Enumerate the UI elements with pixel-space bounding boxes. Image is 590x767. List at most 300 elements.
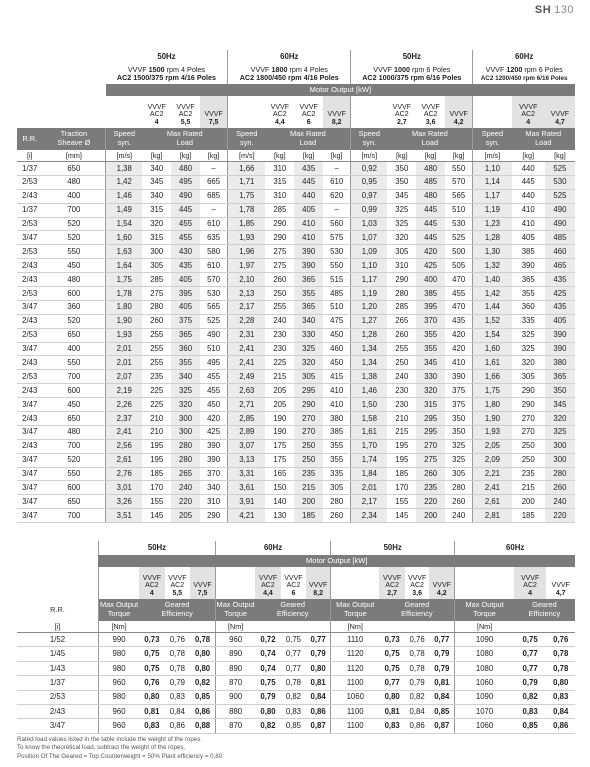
table-cell: 0,85 <box>514 719 547 733</box>
table-cell: 255 <box>387 342 416 356</box>
table-cell: 0,83 <box>165 690 190 704</box>
table-cell: 280 <box>445 481 473 495</box>
table-cell: 2,26 <box>106 398 143 412</box>
speed-header: Speed syn. <box>351 128 388 150</box>
table-row <box>17 356 575 370</box>
table-cell: 580 <box>200 245 228 259</box>
table-cell: 0,75 <box>139 661 164 675</box>
speed-label: VVVF 1500 rpm 4 Poles AC2 1500/375 rpm 4/16 Poles <box>116 64 217 82</box>
table-cell: 1,34 <box>351 356 388 370</box>
table-cell: 445 <box>171 203 200 217</box>
table-cell: 1,66 <box>473 370 512 384</box>
table-cell: 0,78 <box>546 661 575 675</box>
table-cell: 2,56 <box>106 439 143 453</box>
table-cell: 1,27 <box>351 314 388 328</box>
table-row <box>17 162 575 176</box>
brand-logo: SH 130 <box>534 4 574 16</box>
table-cell: 435 <box>445 314 473 328</box>
table-cell: 1,30 <box>473 245 512 259</box>
table-cell: 290 <box>387 273 416 287</box>
table-cell: – <box>200 203 228 217</box>
table-cell: 2,76 <box>106 467 143 481</box>
speed-label: VVVF 1000 rpm 6 Poles AC2 1000/375 rpm 6/16 Poles <box>351 64 473 84</box>
table-cell: 3,51 <box>106 509 143 523</box>
table-cell: 1/37 <box>17 203 43 217</box>
table-cell: 0,82 <box>514 690 547 704</box>
table-cell: 390 <box>200 439 228 453</box>
table-cell: 385 <box>512 245 545 259</box>
table-cell: 425 <box>416 259 445 273</box>
table-cell: 270 <box>294 425 323 439</box>
table-cell: 325 <box>445 453 473 467</box>
table-row <box>17 300 575 314</box>
table-cell: 560 <box>323 217 351 231</box>
table-cell: 665 <box>200 175 228 189</box>
table-cell: 350 <box>387 175 416 189</box>
table-cell: 3/47 <box>17 453 43 467</box>
table-cell: 445 <box>416 217 445 231</box>
table-cell: 700 <box>43 509 106 523</box>
table-cell: 1110 <box>331 633 380 647</box>
table-cell: 450 <box>323 328 351 342</box>
table-cell: 200 <box>512 495 545 509</box>
table-cell: 355 <box>416 342 445 356</box>
table-row <box>17 273 575 287</box>
table-cell: 195 <box>387 439 416 453</box>
frequency-label: 50Hz <box>351 50 473 64</box>
table-cell: 260 <box>265 273 294 287</box>
rated-load-table <box>17 50 575 523</box>
motor-power-cell: VVVF 4,7 <box>551 582 570 597</box>
table-cell: 1,58 <box>351 412 388 426</box>
table-cell: 0,85 <box>281 719 306 733</box>
table-cell: 530 <box>445 217 473 231</box>
table-cell: 480 <box>43 425 106 439</box>
table-cell: 1,03 <box>351 217 388 231</box>
table-cell: 0,85 <box>190 690 215 704</box>
table-cell: 1,52 <box>473 314 512 328</box>
table-cell: 565 <box>200 300 228 314</box>
table-cell: 0,84 <box>429 690 454 704</box>
table-cell: 390 <box>445 370 473 384</box>
table-cell: 320 <box>416 384 445 398</box>
unit-kg: [kg] <box>171 150 200 162</box>
table-cell: 0,77 <box>281 661 306 675</box>
table-cell: 345 <box>142 175 171 189</box>
table-cell: 1/37 <box>17 162 43 176</box>
table-cell: 490 <box>545 203 575 217</box>
table-cell: 1,42 <box>473 287 512 301</box>
table-cell: 2/43 <box>17 356 43 370</box>
table-cell: 485 <box>416 175 445 189</box>
table-cell: 340 <box>171 370 200 384</box>
table-cell: 0,77 <box>429 633 454 647</box>
table-cell: 0,77 <box>514 647 547 661</box>
table-cell: 1,71 <box>228 175 266 189</box>
unit-rr: [i] <box>17 150 43 162</box>
table-cell: 450 <box>43 398 106 412</box>
table-cell: 1,23 <box>473 217 512 231</box>
motor-power-cell: VVVF AC2 6 <box>284 574 303 597</box>
table-cell: 205 <box>171 509 200 523</box>
table-row <box>17 342 575 356</box>
table-row <box>17 189 575 203</box>
table-cell: 435 <box>294 162 323 176</box>
table-cell: 3/47 <box>17 300 43 314</box>
table-cell: 420 <box>445 328 473 342</box>
table-cell: 0,78 <box>281 676 306 690</box>
table-cell: 0,76 <box>405 633 429 647</box>
table-cell: 1,90 <box>106 314 143 328</box>
table-cell: 2,01 <box>351 481 388 495</box>
table-cell: 295 <box>416 412 445 426</box>
table-cell: 305 <box>512 370 545 384</box>
table-cell: 0,83 <box>546 690 575 704</box>
table-cell: 1,32 <box>473 259 512 273</box>
table-cell: 250 <box>294 453 323 467</box>
unit-kg: [kg] <box>445 150 473 162</box>
table-cell: 1060 <box>331 690 380 704</box>
unit-speed: [m/s] <box>228 150 266 162</box>
motor-power-cell: VVVF AC2 4 <box>512 96 545 128</box>
motor-power-cell: VVVF 4,2 <box>445 96 473 128</box>
table-cell: 390 <box>200 453 228 467</box>
table-cell: 435 <box>545 300 575 314</box>
table-cell: 2,63 <box>228 384 266 398</box>
table-cell: 2/43 <box>17 189 43 203</box>
table-cell: 235 <box>416 481 445 495</box>
table-cell: 290 <box>512 384 545 398</box>
table-cell: 0,75 <box>379 647 404 661</box>
table-cell: 0,76 <box>139 676 164 690</box>
motor-power-cell: VVVF AC2 2,7 <box>392 103 411 126</box>
table-cell: 205 <box>265 398 294 412</box>
table-cell: 360 <box>512 300 545 314</box>
table-cell: 410 <box>512 203 545 217</box>
table-cell: – <box>323 162 351 176</box>
table-cell: 1,07 <box>351 231 388 245</box>
table-cell: 0,73 <box>379 633 404 647</box>
table-cell: 1,84 <box>351 467 388 481</box>
table-cell: 0,75 <box>281 633 306 647</box>
table-cell: 2/53 <box>17 217 43 231</box>
table-row <box>17 495 575 509</box>
table-cell: 3,91 <box>228 495 266 509</box>
table-cell: 395 <box>171 287 200 301</box>
table-cell: 700 <box>43 439 106 453</box>
torque-header: Max Output Torque <box>331 599 380 621</box>
table-cell: 570 <box>445 175 473 189</box>
table-cell: 500 <box>445 245 473 259</box>
table-cell: 870 <box>216 676 256 690</box>
table-cell: 2,49 <box>228 370 266 384</box>
table-cell: 620 <box>323 189 351 203</box>
table-cell: 550 <box>445 162 473 176</box>
table-cell: 410 <box>512 217 545 231</box>
table-cell: 480 <box>416 189 445 203</box>
table-cell: 0,77 <box>379 676 404 690</box>
table-cell: 890 <box>216 661 256 675</box>
table-cell: 155 <box>387 495 416 509</box>
table-cell: 0,79 <box>405 676 429 690</box>
table-cell: 250 <box>294 439 323 453</box>
table-cell: 1,78 <box>106 287 143 301</box>
table-cell: 1,61 <box>473 356 512 370</box>
unit-rr-2: [i] <box>17 621 98 633</box>
unit-row <box>17 150 575 162</box>
table-cell: 445 <box>416 231 445 245</box>
table-cell: 1070 <box>455 704 514 718</box>
footnote: To know the theoretical load, subtract the weight of the ropes. <box>17 744 186 752</box>
table-cell: 0,76 <box>546 633 575 647</box>
table-cell: 1,19 <box>351 287 388 301</box>
table-row <box>17 203 575 217</box>
table-cell: 960 <box>98 719 139 733</box>
table-cell: 1,50 <box>351 398 388 412</box>
table-cell: 3,07 <box>228 439 266 453</box>
table-cell: 0,86 <box>165 719 190 733</box>
table-cell: 325 <box>445 439 473 453</box>
table-cell: 280 <box>545 467 575 481</box>
table-cell: 355 <box>512 287 545 301</box>
efficiency-header: Geared Efficiency <box>139 599 215 621</box>
table-cell: 0,84 <box>405 704 429 718</box>
motor-power-cell: VVVF 8,2 <box>306 567 330 599</box>
unit-kg: [kg] <box>512 150 545 162</box>
table-cell: 610 <box>323 175 351 189</box>
table-cell: 375 <box>171 314 200 328</box>
table-cell: 1,78 <box>228 203 266 217</box>
table-cell: 410 <box>323 384 351 398</box>
motor-power-cell: VVVF 4,7 <box>545 96 575 128</box>
table-cell: 260 <box>445 495 473 509</box>
table-cell: 1,14 <box>473 175 512 189</box>
table-cell: 2,13 <box>228 287 266 301</box>
table-cell: 455 <box>200 370 228 384</box>
table-cell: 460 <box>545 245 575 259</box>
table-cell: 1,28 <box>351 328 388 342</box>
table-cell: 200 <box>294 495 323 509</box>
frequency-label: 60Hz <box>216 541 331 555</box>
table-cell: 1/43 <box>17 661 98 675</box>
table-cell: 1,42 <box>106 175 143 189</box>
table-cell: 2,17 <box>351 495 388 509</box>
table-cell: 230 <box>387 398 416 412</box>
table-cell: 325 <box>387 203 416 217</box>
table-cell: 495 <box>171 175 200 189</box>
table-row <box>17 398 575 412</box>
table-cell: 425 <box>200 425 228 439</box>
table-cell: 980 <box>98 661 139 675</box>
table-cell: 240 <box>445 509 473 523</box>
table-cell: 370 <box>200 467 228 481</box>
table-cell: 455 <box>200 384 228 398</box>
table-cell: 250 <box>512 453 545 467</box>
table-cell: 345 <box>545 398 575 412</box>
motor-power-cell: VVVF AC2 5,5 <box>168 574 187 597</box>
table-cell: 1,96 <box>228 245 266 259</box>
table-cell: 3,61 <box>228 481 266 495</box>
table-cell: 3/47 <box>17 481 43 495</box>
unit-kg: [kg] <box>294 150 323 162</box>
table-cell: 1,10 <box>473 162 512 176</box>
table-cell: 3/47 <box>17 495 43 509</box>
table-cell: 4,21 <box>228 509 266 523</box>
table-cell: 290 <box>200 509 228 523</box>
table-cell: 220 <box>416 495 445 509</box>
table-cell: 390 <box>545 328 575 342</box>
table-cell: 600 <box>43 481 106 495</box>
table-cell: 300 <box>142 245 171 259</box>
table-cell: 1/52 <box>17 633 98 647</box>
table-cell: 0,81 <box>306 676 330 690</box>
table-cell: 250 <box>387 356 416 370</box>
table-cell: 260 <box>387 328 416 342</box>
table-cell: 215 <box>265 370 294 384</box>
table-cell: 320 <box>545 412 575 426</box>
table-cell: 455 <box>171 231 200 245</box>
table-cell: 1,93 <box>228 231 266 245</box>
motor-output-row <box>17 84 575 96</box>
table-cell: 325 <box>512 342 545 356</box>
table-cell: 600 <box>43 384 106 398</box>
table-cell: 305 <box>323 481 351 495</box>
table-cell: 145 <box>387 509 416 523</box>
unit-kg: [kg] <box>265 150 294 162</box>
table-cell: 365 <box>512 273 545 287</box>
table-row <box>17 287 575 301</box>
table-cell: 0,84 <box>165 704 190 718</box>
motor-power-cell: VVVF AC2 4 <box>139 567 164 599</box>
table-row <box>17 314 575 328</box>
unit-speed: [m/s] <box>106 150 143 162</box>
frequency-label: 60Hz <box>473 50 575 64</box>
table-cell: 1,46 <box>351 384 388 398</box>
table-cell: 260 <box>142 314 171 328</box>
table-cell: 890 <box>216 647 256 661</box>
table-cell: 0,80 <box>190 647 215 661</box>
table-cell: 1,75 <box>228 189 266 203</box>
table-cell: 520 <box>43 453 106 467</box>
table-cell: 190 <box>265 425 294 439</box>
table-cell: 140 <box>265 495 294 509</box>
table-cell: 610 <box>200 217 228 231</box>
max-load-header: Max Rated Load <box>142 128 227 150</box>
table-cell: 0,82 <box>405 690 429 704</box>
table-cell: 0,80 <box>546 676 575 690</box>
table-cell: 2/43 <box>17 439 43 453</box>
torque-efficiency-table <box>17 541 575 734</box>
table-cell: 2,31 <box>228 328 266 342</box>
table-cell: 450 <box>43 259 106 273</box>
table-cell: 0,77 <box>514 661 547 675</box>
table-cell: 0,87 <box>429 719 454 733</box>
table-cell: 345 <box>387 189 416 203</box>
table-cell: 365 <box>171 328 200 342</box>
frequency-row-2 <box>17 541 575 555</box>
table-cell: 2/53 <box>17 328 43 342</box>
table-cell: 960 <box>98 704 139 718</box>
table-cell: 305 <box>142 259 171 273</box>
table-cell: 980 <box>98 647 139 661</box>
table-cell: 270 <box>416 439 445 453</box>
table-cell: 235 <box>512 467 545 481</box>
table-cell: 470 <box>445 273 473 287</box>
table-cell: 2,17 <box>228 300 266 314</box>
table-cell: 3,13 <box>228 453 266 467</box>
table-cell: 510 <box>445 203 473 217</box>
table-cell: 175 <box>265 453 294 467</box>
table-cell: 0,81 <box>139 704 164 718</box>
table-cell: 175 <box>265 439 294 453</box>
table-cell: 2,05 <box>473 439 512 453</box>
table-cell: 1,44 <box>473 300 512 314</box>
table-cell: 1/45 <box>17 647 98 661</box>
efficiency-header: Geared Efficiency <box>255 599 330 621</box>
table-cell: 340 <box>142 162 171 176</box>
table-cell: 130 <box>265 509 294 523</box>
table-cell: 385 <box>323 425 351 439</box>
table-cell: 2,61 <box>106 453 143 467</box>
torque-header: Max Output Torque <box>216 599 256 621</box>
table-cell: 0,83 <box>379 719 404 733</box>
table-cell: 0,79 <box>306 647 330 661</box>
unit-mm: [mm] <box>43 150 106 162</box>
table-cell: 440 <box>512 162 545 176</box>
table-cell: 2/53 <box>17 175 43 189</box>
table-cell: 1,97 <box>228 259 266 273</box>
table-cell: 0,73 <box>139 633 164 647</box>
table-cell: 255 <box>265 300 294 314</box>
table-cell: 0,79 <box>514 676 547 690</box>
table-cell: 445 <box>416 203 445 217</box>
table-cell: 340 <box>142 189 171 203</box>
unit-nm: [Nm] <box>331 621 380 633</box>
table-cell: 330 <box>416 370 445 384</box>
table-cell: 300 <box>171 425 200 439</box>
table-cell: 390 <box>545 342 575 356</box>
speed-header: Speed syn. <box>106 128 143 150</box>
unit-nm: [Nm] <box>216 621 256 633</box>
table-row <box>17 481 575 495</box>
table-cell: 550 <box>43 467 106 481</box>
table-cell: 1,38 <box>106 162 143 176</box>
table-row <box>17 328 575 342</box>
table-cell: 1,17 <box>473 189 512 203</box>
table-cell: 1,61 <box>351 425 388 439</box>
unit-kg: [kg] <box>387 150 416 162</box>
unit-row-2 <box>17 621 575 633</box>
table-cell: 255 <box>142 328 171 342</box>
table-cell: 1,34 <box>351 342 388 356</box>
table-cell: 480 <box>416 162 445 176</box>
table-cell: 530 <box>200 287 228 301</box>
table-cell: 230 <box>265 342 294 356</box>
table-cell: 260 <box>416 467 445 481</box>
table-cell: – <box>200 162 228 176</box>
speed-header: Speed syn. <box>473 128 512 150</box>
table-cell: 355 <box>294 287 323 301</box>
table-cell: 2,61 <box>473 495 512 509</box>
frequency-row <box>17 50 575 64</box>
table-cell: 0,81 <box>429 676 454 690</box>
table-row <box>17 661 575 675</box>
table-row <box>17 647 575 661</box>
table-cell: 0,80 <box>190 661 215 675</box>
table-cell: 0,75 <box>255 676 280 690</box>
table-cell: 355 <box>171 356 200 370</box>
table-cell: 310 <box>265 189 294 203</box>
